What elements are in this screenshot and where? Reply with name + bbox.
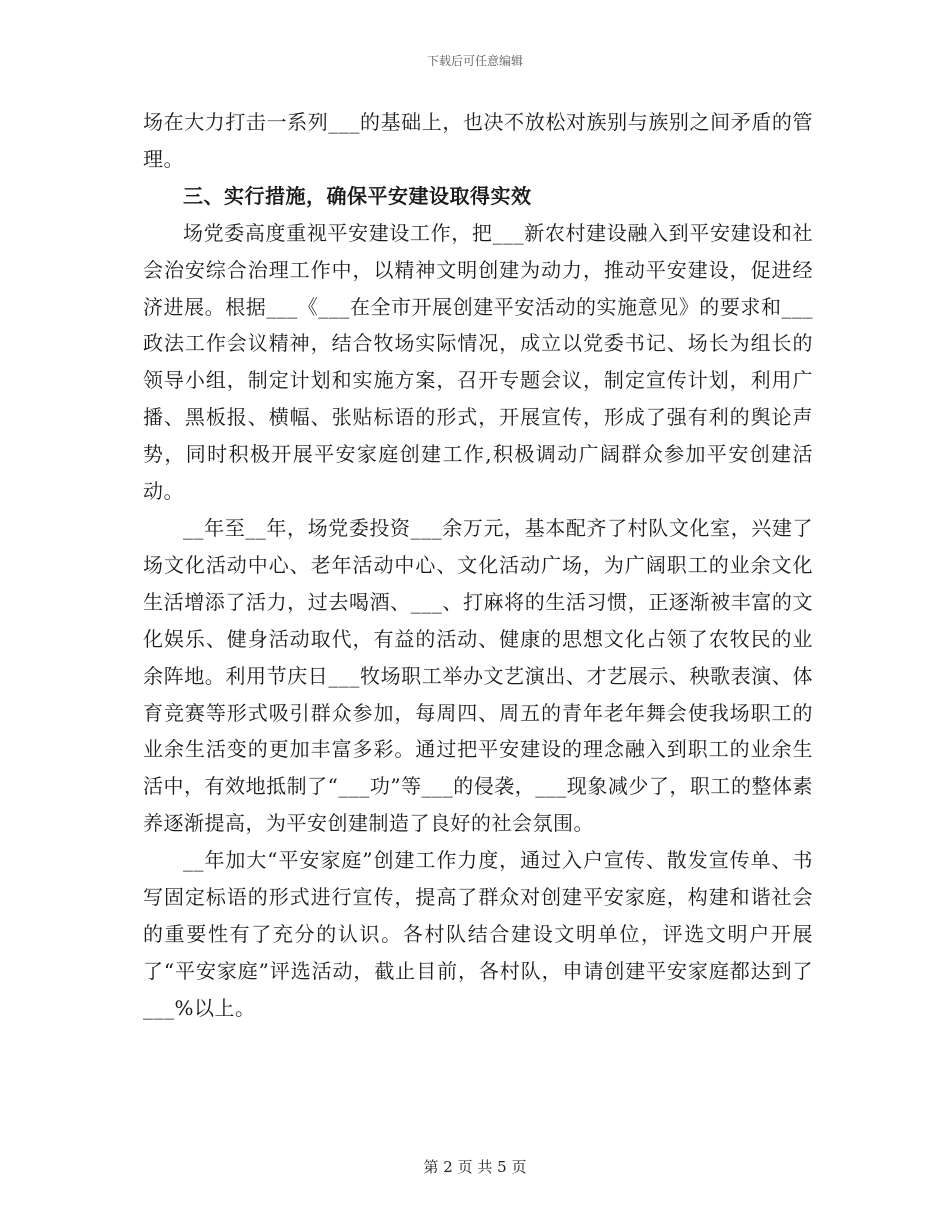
- document-body: [143, 104, 813, 1027]
- paragraph-party-committee: 场党委高度重视平安建设工作，把___新农村建设融入到平安建设和社会治安综合治理工作中，以精神文明创建为动力，推动平安建设，促进经济进展。根据___《___在全市开展创建平安活动的实施意见》的要求和___政法工作会议精神，结合牧场实际情况，成立以党委书记、场长为组长的领导小组，制定计划和实施方案，召开专题会议，制定宣传计划，利用广播、黑板报、横幅、张贴标语的形式，开展宣传，形成了强有利的舆论声势，同时积极开展平安家庭创建工作,积极调动广阔群众参加平安创建活动。: [143, 220, 813, 504]
- paragraph-safe-family: __年加大“平安家庭”创建工作力度，通过入户宣传、散发宣传单、书写固定标语的形式进行宣传，提高了群众对创建平安家庭，构建和谐社会的重要性有了充分的认识。各村队结合建设文明单位，评选文明户开展了“平安家庭”评选活动，截止目前，各村队，申请创建平安家庭都达到了___%以上。: [143, 848, 813, 1020]
- paragraph-culture-investment: __年至__年，场党委投资___余万元，基本配齐了村队文化室，兴建了场文化活动中心、老年活动中心、文化活动广场，为广阔职工的业余文化生活增添了活力，过去喝酒、___、打麻将的生活习惯，正逐渐被丰富的文化娱乐、健身活动取代，有益的活动、健康的思想文化占领了农牧民的业余阵地。利用节庆日___牧场职工举办文艺演出、才艺展示、秧歌表演、体育竞赛等形式吸引群众参加，每周四、周五的青年老年舞会使我场职工的业余生活变的更加丰富多彩。通过把平安建设的理念融入到职工的业余生活中，有效地抵制了“___功”等___的侵袭，___现象减少了，职工的整体素养逐渐提高，为平安创建制造了良好的社会氛围。: [143, 515, 813, 836]
- section-heading: 三、实行措施，确保平安建设取得实效: [183, 183, 532, 208]
- page-number: 第 2 页 共 5 页: [423, 1158, 527, 1176]
- header-note: 下载后可任意编辑: [426, 54, 523, 68]
- paragraph-continued: 场在大力打击一系列___的基础上，也决不放松对族别与族别之间矛盾的管理。: [143, 110, 813, 171]
